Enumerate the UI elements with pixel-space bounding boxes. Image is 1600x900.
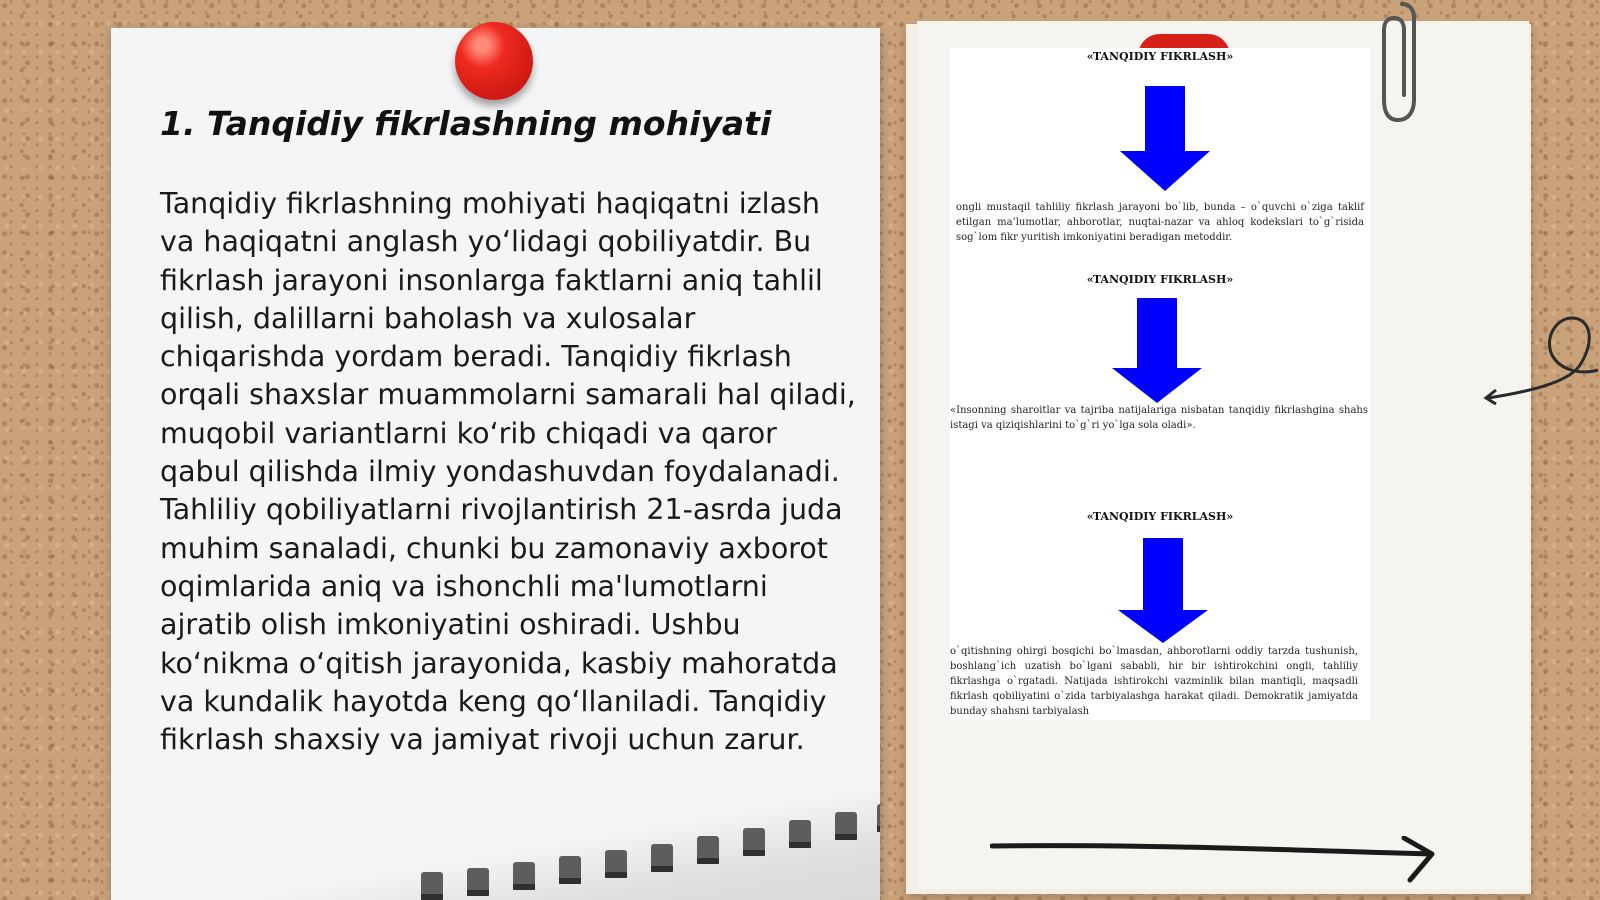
document-heading-3: «TANQIDIY FIKRLASH»: [1086, 510, 1234, 523]
down-arrow-icon: [1118, 538, 1208, 643]
document-heading-1: «TANQIDIY FIKRLASH»: [1086, 50, 1234, 63]
slide-title: 1. Tanqidiy fikrlashning mohiyati: [160, 104, 772, 143]
document-paragraph-1: ongli mustaqil tahliliy fikrlash jarayoni bo`lib, bunda – o`quvchi o`ziga taklif etilgan ma’lumotlar, ahborotlar, nuqtai-nazar va ahloq kodekslari to`g`risida sog`lom fikr yuritish imkoniyatini beradigan metoddir.: [956, 202, 1364, 243]
push-pin-icon: [455, 22, 533, 100]
down-arrow-icon: [1120, 86, 1210, 191]
slide-body-text: Tanqidiy fikrlashning mohiyati haqiqatni izlash va haqiqatni anglash yo‘lidagi qobiliyatdir. Bu fikrlash jarayoni insonlarga faktlarni aniq tahlil qilish, dalillarni baholash va xulosalar chiqarishda yordam beradi. Tanqidiy fikrlash orqali shaxslar muammolarni samarali hal qiladi, muqobil variantlarni ko‘rib chiqadi va qaror qabul qilishda ilmiy yondashuvdan foydalanadi. Tahliliy qobiliyatlarni rivojlantirish 21-asrda juda muhim sanaladi, chunki bu zamonaviy axborot oqimlarida aniq va ishonchli ma'lumotlarni ajratib olish imkoniyatini oshiradi. Ushbu ko‘nikma o‘qitish jarayonida, kasbiy mahoratda va kundalik hayotda keng qo‘llaniladi. Tanqidiy fikrlash shaxsiy va jamiyat rivoji uchun zarur.: [160, 187, 856, 757]
paper-clip-icon: [1380, 0, 1420, 125]
spiral-tabs: [411, 810, 880, 890]
embedded-document: [950, 48, 1370, 720]
swirl-arrow-icon: [1480, 310, 1600, 410]
down-arrow-icon: [1112, 298, 1202, 403]
document-paragraph-2: «Insonning sharoitlar va tajriba natijalariga nisbatan tanqidiy fikrlashgina shahs istagi va qiziqishlarini to`g`ri yo`lga sola oladi».: [950, 405, 1368, 431]
document-paragraph-3: o`qitishning ohirgi bosqichi bo`lmasdan, ahborotlarni oddiy tarzda tushunish, boshlang`ich uzatish bo`lgani sababli, hir bir ishtirokchini ongli, tahliliy fikrlashga o`rgatadi. Natijada ishtirokchi vazminlik bilan mantiqli, maqsadli fikrlash qobiliyatini o`zida tarbiyalashga harakat qiladi. Demokratik jamiyatda bunday shahsni tarbiyalash: [950, 646, 1358, 717]
right-arrow-icon: [990, 836, 1450, 886]
document-heading-2: «TANQIDIY FIKRLASH»: [1086, 273, 1234, 286]
